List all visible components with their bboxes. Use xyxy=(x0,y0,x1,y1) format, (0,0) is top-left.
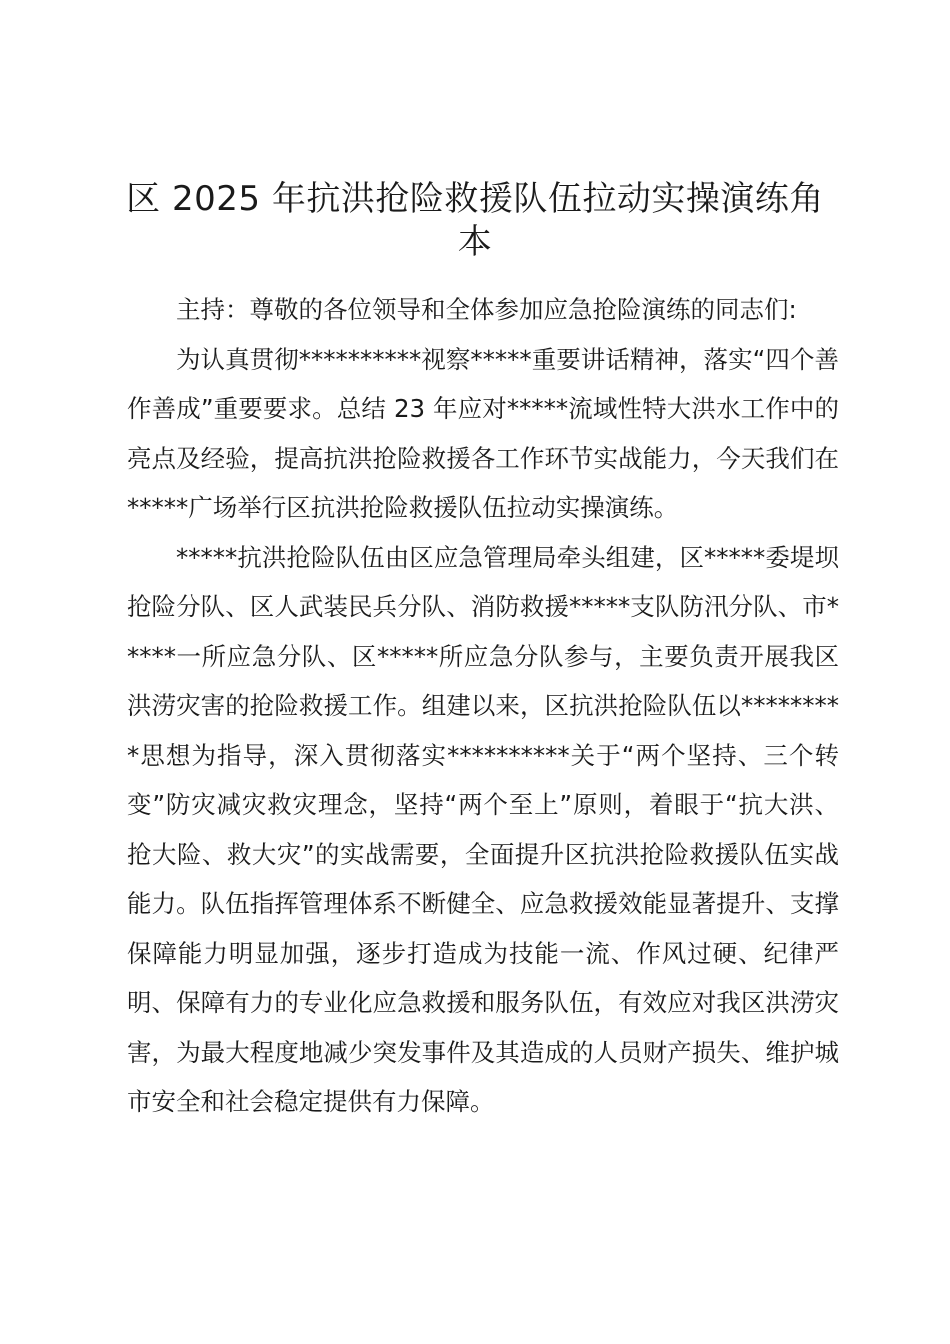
paragraph-greeting: 主持：尊敬的各位领导和全体参加应急抢险演练的同志们: xyxy=(176,295,797,324)
paragraph-team-introduction: *****抗洪抢险队伍由区应急管理局牵头组建，区*****委堤坝抢险分队、区人武装民兵分队、消防救援*****支队防汛分队、市*****一所应急分队、区*****所应急分队参与，主要负责开展我区洪涝灾害的抢险救援工作。组建以来，区抗洪抢险队伍以*********思想为指导，深入贯彻落实**********关于“两个坚持、三个转变”防灾减灾救灾理念，坚持“两个至上”原则，着眼于“抗大洪、抢大险、救大灾”的实战需要，全面提升区抗洪抢险救援队伍实战能力。队伍指挥管理体系不断健全、应急救援效能显著提升、支撑保障能力明显加强，逐步打造成为技能一流、作风过硬、纪律严明、保障有力的专业化应急救援和服务队伍，有效应对我区洪涝灾害，为最大程度地减少突发事件及其造成的人员财产损失、维护城市安全和社会稳定提供有力保障。 xyxy=(127,542,839,1116)
paragraph-purpose: 为认真贯彻**********视察*****重要讲话精神，落实“四个善作善成”重要要求。总结 23 年应对*****流域性特大洪水工作中的亮点及经验，提高抗洪抢险救援各工作环节实战能力，今天我们在*****广场举行区抗洪抢险救援队伍拉动实操演练。 xyxy=(127,344,839,522)
document-body xyxy=(127,285,839,1127)
document-title: 区 2025 年抗洪抢险救援队伍拉动实操演练角本 xyxy=(126,179,824,262)
